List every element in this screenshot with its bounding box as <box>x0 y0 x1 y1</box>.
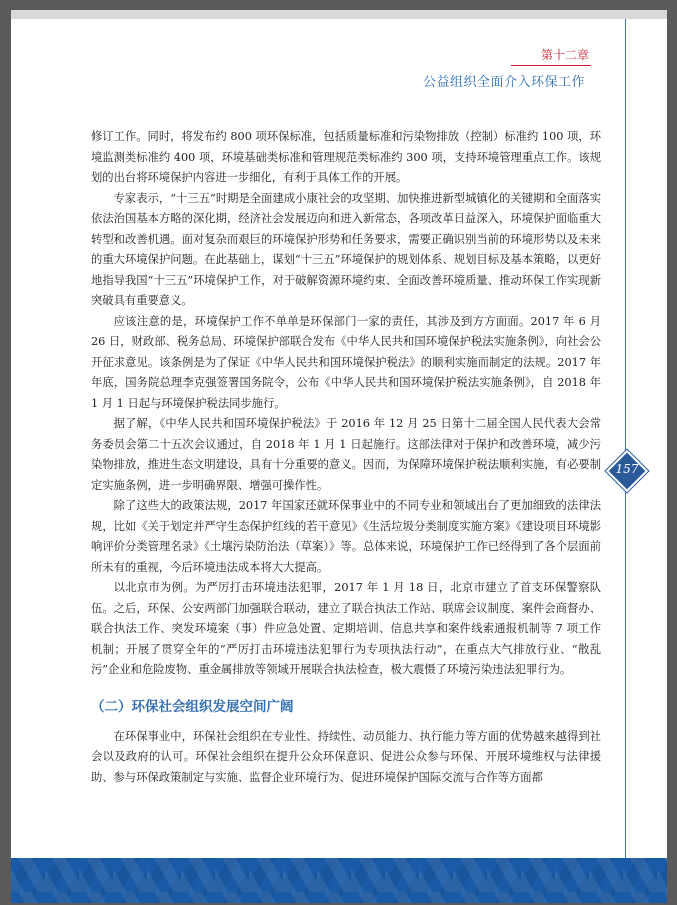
paragraph: 以北京市为例。为严厉打击环境违法犯罪，2017 年 1 月 18 日，北京市建立了首支环保警察队伍。之后，环保、公安两部门加强联合联动，建立了联合执法工作站、联席会议制度、案件会商督办、联合执法工作、突发环境案（事）件应急处置、定期培训、信息共享和案件线索通报机制等 7 项工作机制；开展了贯穿全年的“严厉打击环境违法犯罪行为专项执法行动”，在重点大气排放行业、“散乱污”企业和危险废物、重金属排放等领域开展联合执法检查，极大震慑了环境污染违法犯罪行为。 <box>91 581 601 676</box>
top-band <box>11 10 667 19</box>
paragraph: 在环保事业中，环保社会组织在专业性、持续性、动员能力、执行能力等方面的优势越来越得到社会以及政府的认可。环保社会组织在提升公众环保意识、促进公众参与环保、开展环境维权与法律援助、参与环保政策制定与实施、监督企业环境行为、促进环境保护国际交流与合作等方面都 <box>91 729 601 784</box>
chapter-subtitle: 公益组织全面介入环保工作 <box>422 75 585 90</box>
section-heading: （二）环保社会组织发展空间广阔 <box>91 698 294 715</box>
paragraph: 应该注意的是，环境保护工作不单单是环保部门一家的责任，其涉及到方方面面。2017 年 6 月 26 日，财政部、税务总局、环境保护部联合发布《中华人民共和国环境保护税法实施条例》，向社会公开征求意见。该条例是为了保证《中华人民共和国环境保护税法》的顺利实施而制定的法规。2017 年年底，国务院总理李克强签署国务院令，公布《中华人民共和国环境保护税法实施条例》，自 2018 年 1 月 1 日起与环境保护税法同步施行。 <box>91 314 601 410</box>
paragraph: 除了这些大的政策法规，2017 年国家还就环保事业中的不同专业和领域出台了更加细致的法律法规，比如《关于划定并严守生态保护红线的若干意见》《生活垃圾分类制度实施方案》《建设项目环境影响评价分类管理名录》《土壤污染防治法（草案）》等。总体来说，环境保护工作已经得到了各个层面前所未有的重视，今后环境违法成本将大大提高。 <box>91 499 601 574</box>
footer-band <box>11 858 667 903</box>
paragraph: 专家表示，“十三五”时期是全面建成小康社会的攻坚期、加快推进新型城镇化的关键期和全面落实依法治国基本方略的深化期，经济社会发展迈向和进入新常态，各项改革日益深入，环境保护面临重大转型和改善机遇。面对复杂而艰巨的环境保护形势和任务要求，需要正确识别当前的环境形势以及未来的重大环境保护问题。在此基础上，谋划“十三五”环境保护的规划体系、规划目标及基本策略，以更好地指导我国“十三五”环境保护工作，对于破解资源环境约束、全面改善环境质量、推动环保工作实现新突破具有重要意义。 <box>91 191 601 307</box>
chapter-label: 第十二章 <box>511 46 591 66</box>
paragraph: 据了解，《中华人民共和国环境保护税法》于 2016 年 12 月 25 日第十二届全国人民代表大会常务委员会第二十五次会议通过，自 2018 年 1 月 1 日起施行。这部法律对于保护和改善环境，减少污染物排放，推进生态文明建设，具有十分重要的意义。因而，为保障环境保护税法顺利实施，有必要制定实施条例，进一步明确界限、增强可操作性。 <box>91 417 601 492</box>
paragraph: 修订工作。同时，将发布约 800 项环保标准，包括质量标准和污染物排放（控制）标准约 100 项，环境监测类标准约 400 项，环境基础类标准和管理规范类标准约 300 项，支持环境管理重点工作。该规划的出台将环境保护内容进一步细化，有利于具体工作的开展。 <box>91 130 601 184</box>
book-page <box>11 10 667 903</box>
page-number: 157 <box>615 462 639 476</box>
margin-rule <box>625 19 626 861</box>
body-text <box>91 127 601 788</box>
